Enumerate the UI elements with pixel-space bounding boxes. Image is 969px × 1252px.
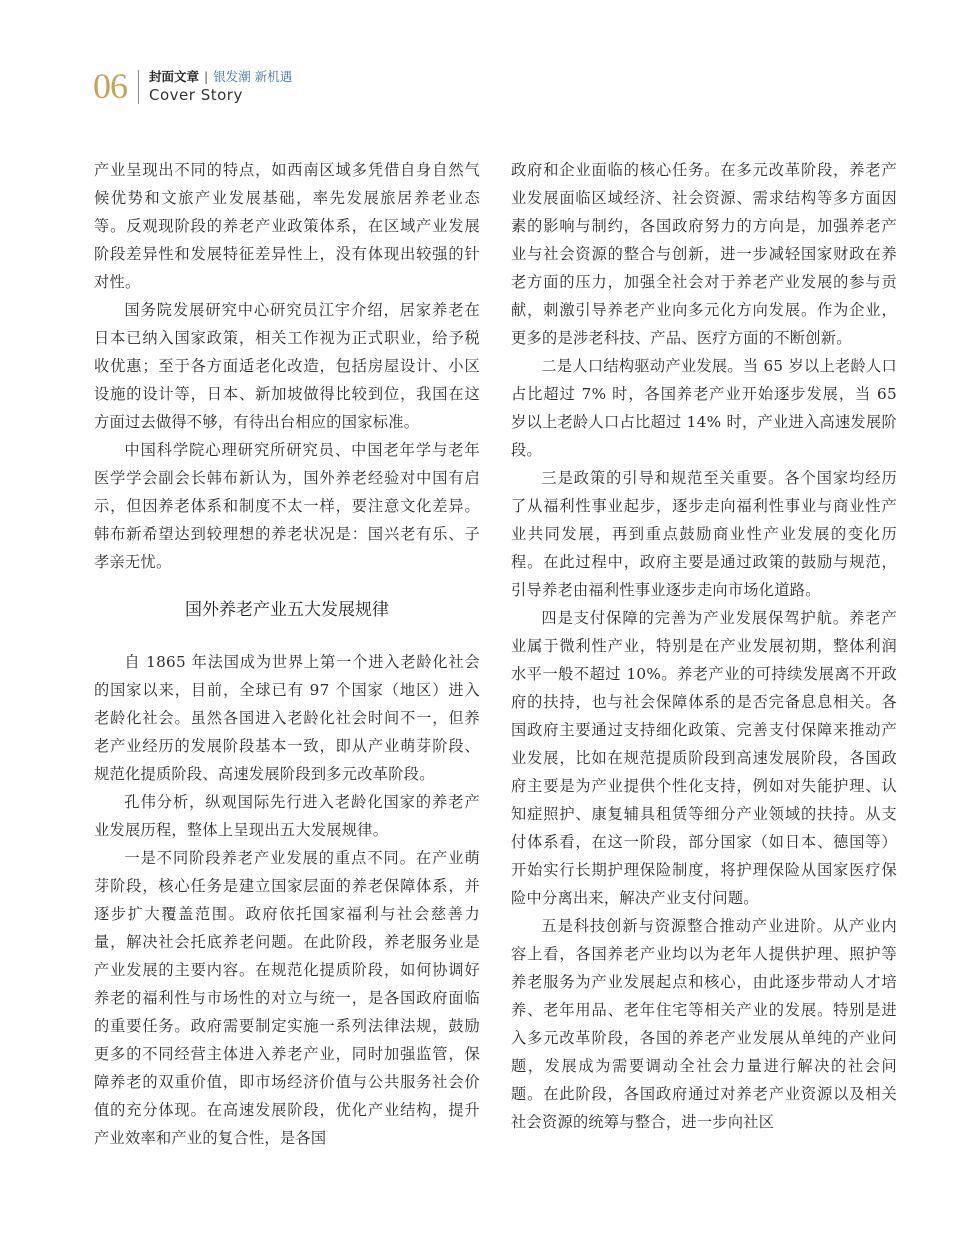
paragraph: 国务院发展研究中心研究员江宇介绍，居家养老在日本已纳入国家政策，相关工作视为正式职业，给予税收优惠；至于各方面适老化改造，包括房屋设计、小区设施的设计等，日本、新加坡做得比较到位，我国在这方面过去做得不够，有待出台相应的国家标准。 [94,301,480,431]
section-title-en: Cover Story [149,86,243,104]
section-line [149,69,292,85]
section-topic: 银发潮 新机遇 [213,69,293,84]
paragraph: 四是支付保障的完善为产业发展保驾护航。养老产业属于微利性产业，特别是在产业发展初期，整体利润水平一般不超过 10%。养老产业的可持续发展离不开政府的扶持，也与社会保障体系的是否完备息息相关。各国政府主要通过支持细化政策、完善支付保障来推动产业发展，比如在规范提质阶段到高速发展阶段，各国政府主要是为产业提供个性化支持，例如对失能护理、认知症照护、康复辅具租赁等细分产业领域的扶持。从支付体系看，在这一阶段，部分国家（如日本、德国等）开始实行长期护理保险制度，将护理保险从国家医疗保险中分离出来，解决产业支付问题。 [511,609,897,907]
paragraph: 孔伟分析，纵观国际先行进入老龄化国家的养老产业发展历程，整体上呈现出五大发展规律。 [94,793,480,839]
paragraph: 五是科技创新与资源整合推动产业进阶。从产业内容上看，各国养老产业均以为老年人提供护理、照护等养老服务为产业发展起点和核心，由此逐步带动人才培养、老年用品、老年住宅等相关产业的发展。特别是进入多元改革阶段，各国的养老产业发展从单纯的产业问题，发展成为需要调动全社会力量进行解决的社会问题。在此阶段，各国政府通过对养老产业资源以及相关社会资源的统筹与整合，进一步向社区 [511,917,897,1131]
paragraph: 产业呈现出不同的特点，如西南区域多凭借自身自然气候优势和文旅产业发展基础，率先发展旅居养老业态等。反观现阶段的养老产业政策体系，在区域产业发展阶段差异性和发展特征差异性上，没有体现出较强的针对性。 [94,161,480,291]
paragraph: 自 1865 年法国成为世界上第一个进入老龄化社会的国家以来，目前，全球已有 97 个国家（地区）进入老龄化社会。虽然各国进入老龄化社会时间不一，但养老产业经历的发展阶段基本一致，即从产业萌芽阶段、规范化提质阶段、高速发展阶段到多元改革阶段。 [94,653,480,783]
left-column [94,156,480,1152]
paragraph: 中国科学院心理研究所研究员、中国老年学与老年医学学会副会长韩布新认为，国外养老经验对中国有启示，但因养老体系和制度不太一样，要注意文化差异。韩布新希望达到较理想的养老状况是：国兴老有乐、子孝亲无忧。 [94,441,480,571]
page-number: 06 [93,66,127,106]
section-heading: 国外养老产业五大发展规律 [185,600,389,620]
paragraph: 政府和企业面临的核心任务。在多元改革阶段，养老产业发展面临区域经济、社会资源、需求结构等多方面因素的影响与制约，各国政府努力的方向是，加强养老产业与社会资源的整合与创新，进一步减轻国家财政在养老方面的压力，加强全社会对于养老产业发展的参与贡献，刺激引导养老产业向多元化方向发展。作为企业，更多的是涉老科技、产品、医疗方面的不断创新。 [511,161,897,347]
section-separator: | [204,69,209,84]
right-column [511,156,897,1136]
paragraph: 一是不同阶段养老产业发展的重点不同。在产业萌芽阶段，核心任务是建立国家层面的养老保障体系，并逐步扩大覆盖范围。政府依托国家福利与社会慈善力量，解决社会托底养老问题。在此阶段，养老服务业是产业发展的主要内容。在规范化提质阶段，如何协调好养老的福利性与市场性的对立与统一，是各国政府面临的重要任务。政府需要制定实施一系列法律法规，鼓励更多的不同经营主体进入养老产业，同时加强监管，保障养老的双重价值，即市场经济价值与公共服务社会价值的充分体现。在高速发展阶段，优化产业结构，提升产业效率和产业的复合性，是各国 [94,849,480,1147]
header-divider [138,70,139,104]
paragraph: 三是政策的引导和规范至关重要。各个国家均经历了从福利性事业起步，逐步走向福利性事业与商业性产业共同发展，再到重点鼓励商业性产业发展的变化历程。在此过程中，政府主要是通过政策的鼓励与规范，引导养老由福利性事业逐步走向市场化道路。 [511,469,897,599]
section-title-cn: 封面文章 [149,69,200,84]
paragraph: 二是人口结构驱动产业发展。当 65 岁以上老龄人口占比超过 7% 时，各国养老产业开始逐步发展，当 65 岁以上老龄人口占比超过 14% 时，产业进入高速发展阶段。 [511,357,897,459]
